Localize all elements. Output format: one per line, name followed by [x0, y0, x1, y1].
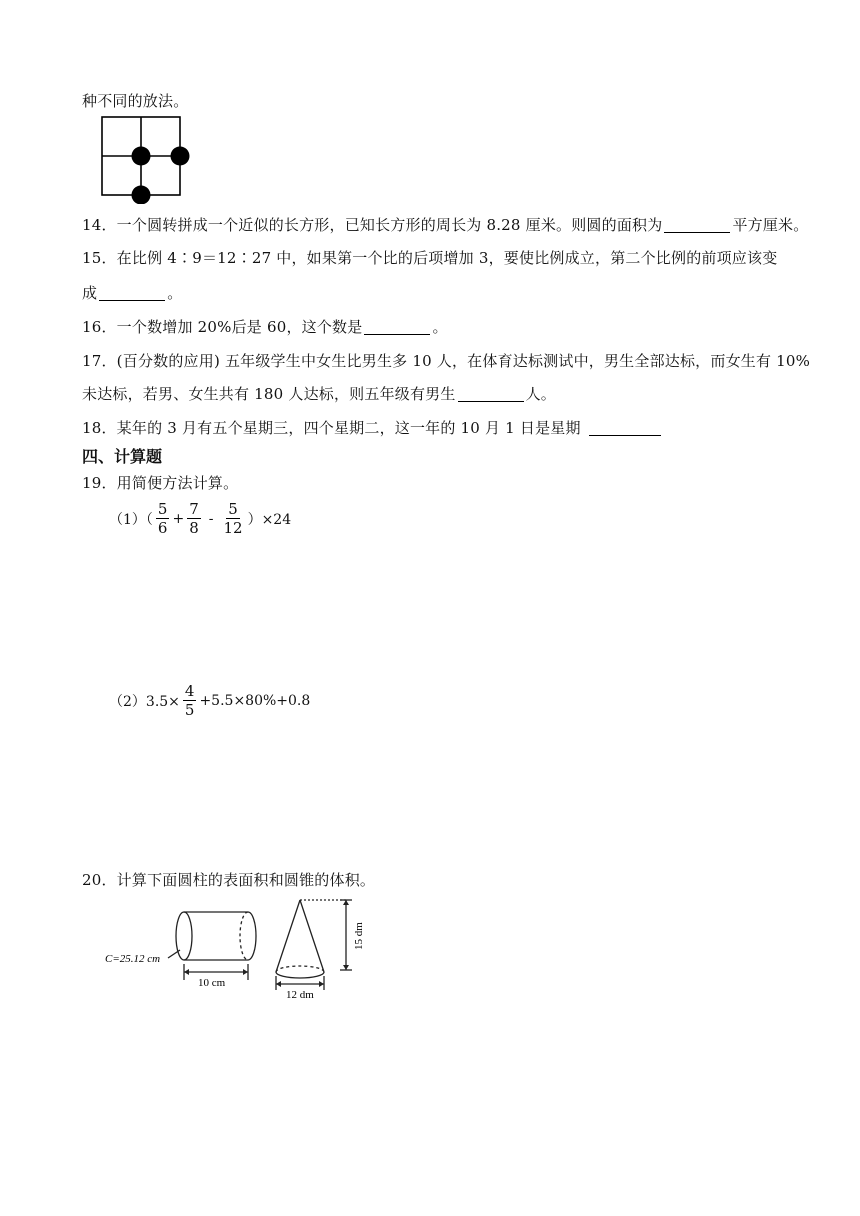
cone-height-label: 15 dm [353, 922, 365, 950]
q19-part2 [108, 682, 311, 719]
question-17-line2 [82, 383, 556, 404]
q14-answer-blank[interactable] [664, 217, 730, 233]
cylinder-hidden-arc [240, 912, 248, 960]
q19-part1 [108, 500, 292, 537]
fraction-5-6: $\frac{5}{6}$ [157, 500, 168, 537]
cone-icon [276, 900, 352, 990]
fraction-7-8: $\frac{7}{8}$ [189, 500, 199, 537]
question-14 [82, 214, 808, 235]
q17-end: 人。 [525, 385, 556, 403]
q17-text2: 未达标，若男、女生共有 180 人达标，则五年级有男生 [82, 385, 456, 403]
q17-answer-blank[interactable] [458, 386, 524, 402]
q19-p2-label: （2）3.5× [109, 693, 180, 710]
cone-dim-arrows [276, 900, 349, 987]
q19-p1-label: （1）（ [109, 511, 153, 528]
question-15-cont [82, 282, 182, 303]
cylinder-right-arc [248, 912, 256, 960]
cylinder-length-label: 10 cm [198, 977, 226, 989]
question-20: 20．计算下面圆柱的表面积和圆锥的体积。 [82, 871, 376, 889]
cone-base-back [276, 966, 324, 972]
cylinder-circumference-label: C=25.12 cm [105, 953, 161, 965]
question-16 [82, 316, 448, 337]
q19-p2-tail: +5.5×80%+0.8 [199, 692, 311, 709]
fraction-5-12: $\frac{5}{12}$ [223, 500, 243, 537]
plus-sign: + [172, 510, 185, 527]
dot-bottom [132, 186, 151, 205]
cone-diameter-label: 12 dm [286, 989, 314, 1001]
q19-p1-tail: ）×24 [247, 511, 292, 528]
cone-right-side [300, 900, 324, 972]
q16-text: 16．一个数增加 20%后是 60，这个数是 [82, 318, 363, 336]
grid-figure [95, 112, 195, 204]
question-18 [82, 417, 663, 438]
dot-right [171, 147, 190, 166]
cylinder-left-face [176, 912, 192, 960]
q16-answer-blank[interactable] [364, 319, 430, 335]
minus-sign: - [208, 510, 214, 527]
question-15: 15．在比例 4∶9＝12∶27 中，如果第一个比的后项增加 3，要使比例成立，第二个比例的前项应该变 [82, 249, 778, 267]
q15-answer-blank[interactable] [99, 285, 165, 301]
cylinder-cone-figure [100, 892, 370, 1004]
q13-tail: 种不同的放法。 [82, 92, 189, 110]
cylinder-icon [168, 912, 256, 980]
question-17-line1: 17．(百分数的应用) 五年级学生中女生比男生多 10 人，在体育达标测试中，男生全部达标，而女生有 10% [82, 352, 811, 370]
q15-end: 。 [167, 284, 183, 302]
q14-unit: 平方厘米。 [732, 216, 809, 234]
q14-text: 14．一个圆转拼成一个近似的长方形，已知长方形的周长为 8.28 厘米。则圆的面积为 [82, 216, 663, 234]
q18-answer-blank[interactable] [589, 420, 661, 436]
fraction-4-5: $\frac{4}{5}$ [184, 682, 195, 719]
section-4-heading: 四、计算题 [82, 447, 163, 466]
dot-center [132, 147, 151, 166]
question-19: 19．用简便方法计算。 [82, 474, 239, 492]
q16-end: 。 [432, 318, 448, 336]
cone-base-front [276, 972, 324, 978]
q18-text: 18．某年的 3 月有五个星期三，四个星期二，这一年的 10 月 1 日是星期 [82, 419, 581, 437]
q15-cont: 成 [82, 284, 98, 302]
cone-left-side [276, 900, 300, 972]
